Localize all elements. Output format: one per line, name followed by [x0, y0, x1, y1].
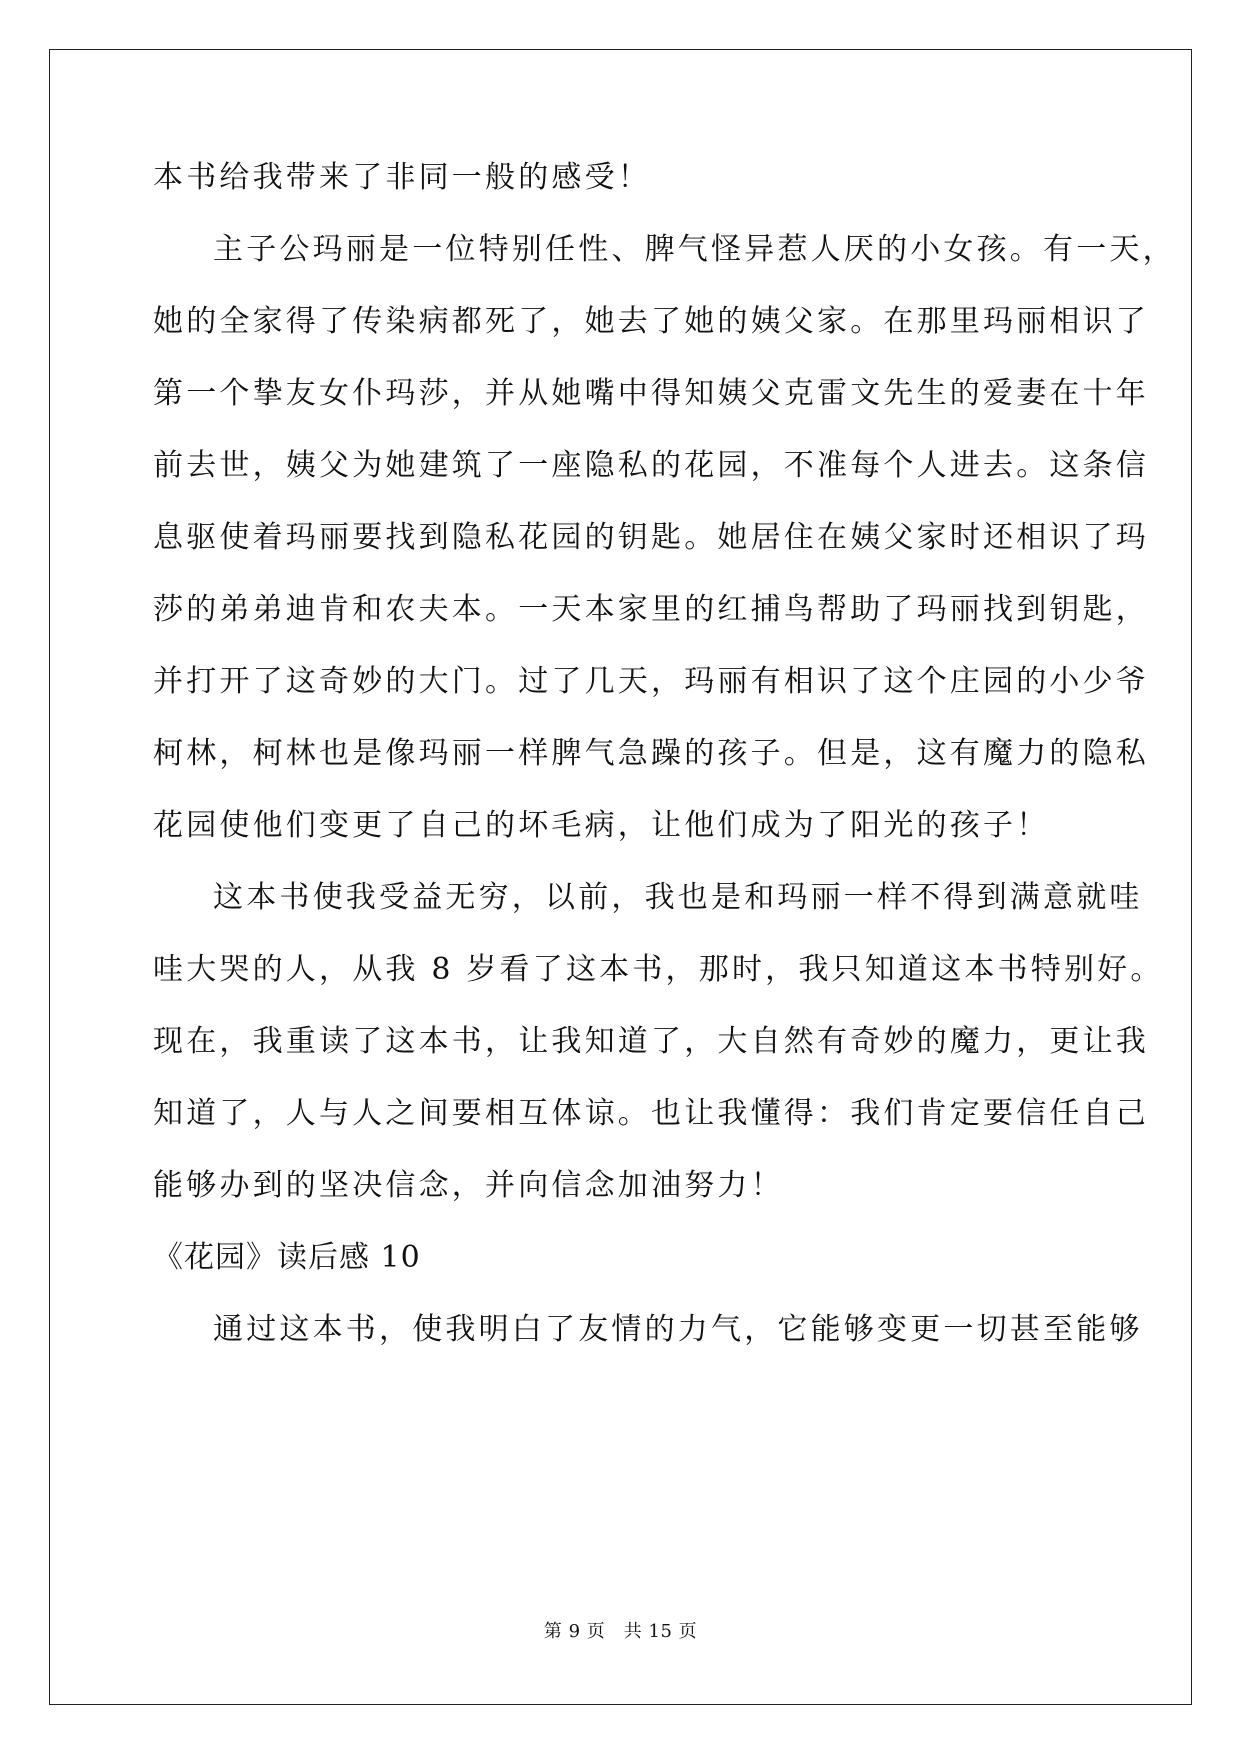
body-line: 息驱使着玛丽要找到隐私花园的钥匙。她居住在姨父家时还相识了玛: [153, 520, 1149, 555]
body-line: 现在，我重读了这本书，让我知道了，大自然有奇妙的魔力，更让我: [153, 1024, 1149, 1059]
paragraph-first-line: 这本书使我受益无穷，以前，我也是和玛丽一样不得到满意就哇: [213, 880, 1143, 915]
page-number-footer: 第 9 页 共 15 页: [543, 1621, 698, 1642]
section-heading: 《花园》读后感 10: [153, 1240, 421, 1275]
body-line: 哇大哭的人，从我 8 岁看了这本书，那时，我只知道这本书特别好。: [153, 952, 1164, 987]
body-line: 花园使他们变更了自己的坏毛病，让他们成为了阳光的孩子！: [153, 808, 1050, 843]
page-border: [49, 49, 1192, 1705]
body-line: 并打开了这奇妙的大门。过了几天，玛丽有相识了这个庄园的小少爷: [153, 664, 1149, 699]
body-line: 第一个挚友女仆玛莎，并从她嘴中得知姨父克雷文先生的爱妻在十年: [153, 376, 1149, 411]
body-line: 知道了，人与人之间要相互体谅。也让我懂得：我们肯定要信任自己: [153, 1096, 1149, 1131]
body-line: 她的全家得了传染病都死了，她去了她的姨父家。在那里玛丽相识了: [153, 304, 1149, 339]
body-line: 本书给我带来了非同一般的感受！: [153, 160, 651, 195]
paragraph-first-line: 主子公玛丽是一位特别任性、脾气怪异惹人厌的小女孩。有一天，: [213, 232, 1176, 267]
body-line: 柯林，柯林也是像玛丽一样脾气急躁的孩子。但是，这有魔力的隐私: [153, 736, 1149, 771]
paragraph-first-line: 通过这本书，使我明白了友情的力气，它能够变更一切甚至能够: [213, 1312, 1143, 1347]
body-line: 莎的弟弟迪肯和农夫本。一天本家里的红捕鸟帮助了玛丽找到钥匙，: [153, 592, 1149, 627]
body-line: 能够办到的坚决信念，并向信念加油努力！: [153, 1168, 784, 1203]
body-line: 前去世，姨父为她建筑了一座隐私的花园，不准每个人进去。这条信: [153, 448, 1149, 483]
